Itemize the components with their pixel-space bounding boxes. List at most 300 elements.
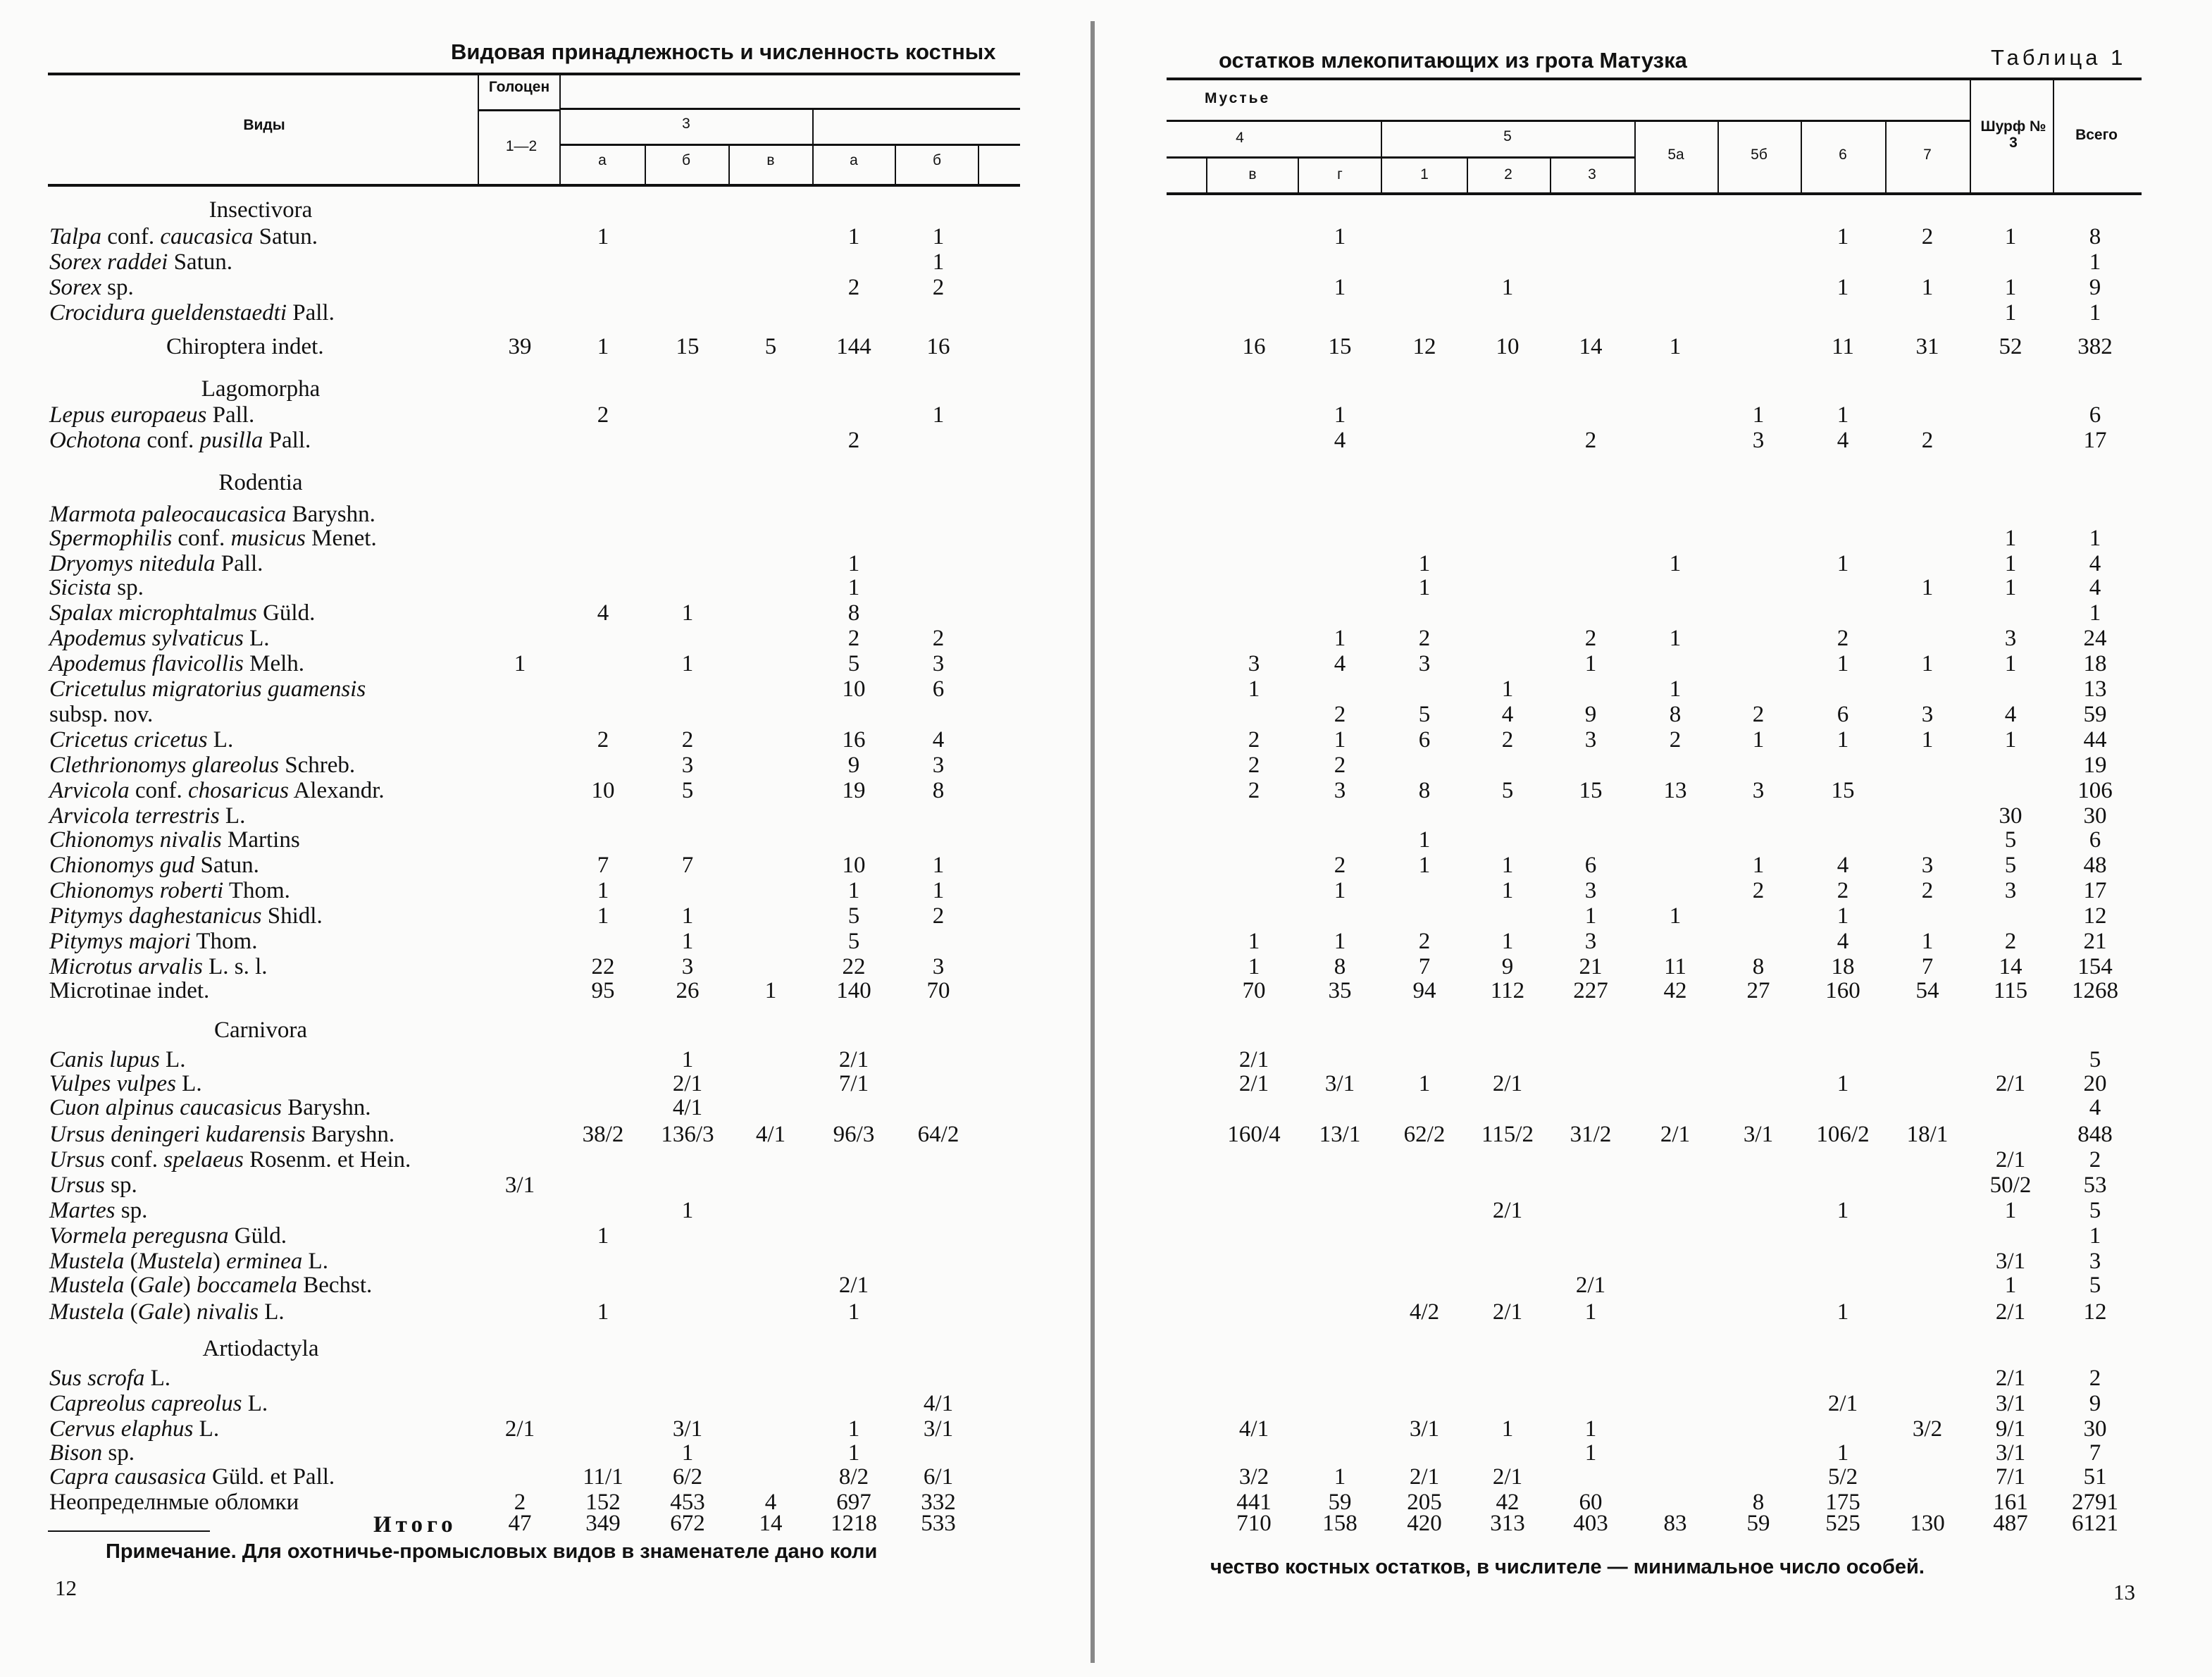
count-cell: 7 <box>1921 954 1934 979</box>
count-cell: 60 <box>1579 1490 1603 1515</box>
count-cell: 1 <box>1584 1440 1597 1466</box>
count-cell: 3/1 <box>1995 1440 2026 1466</box>
count-cell: 2 <box>1334 702 1346 727</box>
species-name <box>49 703 153 726</box>
species-name <box>49 429 311 452</box>
layer3-header: 3 <box>682 116 690 132</box>
count-cell: 2/1 <box>1827 1391 1858 1416</box>
count-cell: 1 <box>597 1223 609 1249</box>
count-cell: 349 <box>585 1511 621 1536</box>
latin-name-part: boccamela <box>196 1273 297 1298</box>
taxon-group-heading: Carnivora <box>214 1017 307 1043</box>
author-part: conf. <box>129 778 189 803</box>
count-cell: 2 <box>2089 1147 2101 1172</box>
header-divider <box>1467 156 1468 194</box>
species-label: subsp. nov. <box>49 702 154 727</box>
latin-name-part: nivalis <box>196 1299 259 1325</box>
count-cell: 3 <box>1921 702 1934 727</box>
count-cell: 9 <box>1584 702 1597 727</box>
author-part: conf. <box>172 526 231 551</box>
count-cell: 22 <box>591 954 615 979</box>
count-cell: 94 <box>1412 978 1436 1003</box>
latin-name-part: Capra causasica <box>49 1464 206 1490</box>
latin-name-part: Spalax microphtalmus <box>49 600 257 626</box>
count-cell: 533 <box>921 1511 956 1536</box>
count-cell: 5 <box>2004 827 2017 853</box>
count-cell: 2 <box>847 275 860 300</box>
count-cell: 1 <box>2004 575 2017 600</box>
mousterian-header: Мустье <box>1205 90 1271 106</box>
species-name <box>49 251 232 274</box>
count-cell: 1 <box>1837 1440 1849 1466</box>
count-cell: 7/1 <box>1995 1464 2026 1490</box>
count-cell: 4 <box>2089 551 2101 576</box>
count-cell: 9/1 <box>1995 1416 2026 1442</box>
header-divider <box>1550 156 1551 194</box>
latin-name-part: Lepus europaeus <box>49 402 207 428</box>
count-cell: 2/1 <box>838 1047 869 1072</box>
count-cell: 1 <box>1418 575 1431 600</box>
count-cell: 115 <box>1993 978 2028 1003</box>
author-part: L. <box>302 1249 328 1274</box>
count-cell: 6 <box>2089 827 2101 853</box>
species-name <box>49 652 304 676</box>
count-cell: 4/1 <box>923 1391 954 1416</box>
count-cell: 4 <box>1837 929 1849 954</box>
layer4-header: 4 <box>1236 130 1244 146</box>
header-rule <box>559 108 1020 110</box>
species-name <box>49 955 268 979</box>
count-cell: 70 <box>1242 978 1266 1003</box>
pit-header: Шурф № 3 <box>1980 118 2046 151</box>
count-cell: 152 <box>585 1490 621 1515</box>
count-cell: 2 <box>932 626 945 651</box>
author-part: L. <box>219 803 246 829</box>
count-cell: 4 <box>2004 702 2017 727</box>
count-cell: 1 <box>1334 878 1346 903</box>
author-part: Pall. <box>206 402 255 428</box>
count-cell: 1 <box>847 1416 860 1442</box>
count-cell: 22 <box>842 954 866 979</box>
count-cell: 1 <box>1837 275 1849 300</box>
latin-name-part: Dryomys nitedula <box>49 551 216 576</box>
sub-g-header: г <box>1337 166 1343 182</box>
header-rule <box>559 144 1020 146</box>
count-cell: 12 <box>1412 334 1436 359</box>
count-cell: 17 <box>2083 428 2107 453</box>
count-cell: 175 <box>1825 1490 1860 1515</box>
count-cell: 8 <box>1669 702 1682 727</box>
count-cell: 3/1 <box>1743 1122 1774 1147</box>
latin-name-part: Ochotona <box>49 428 142 453</box>
count-cell: 11/1 <box>583 1464 623 1490</box>
header-divider <box>1801 120 1802 194</box>
latin-name-part: Cuon alpinus caucasicus <box>49 1095 282 1120</box>
count-cell: 1 <box>1584 1416 1597 1442</box>
latin-name-part: Mustela <box>49 1273 125 1298</box>
species-name <box>166 335 324 359</box>
header-divider <box>478 73 479 185</box>
count-cell: 1 <box>932 878 945 903</box>
latin-name-part: Spermophilis <box>49 526 173 551</box>
count-cell: 14 <box>759 1511 783 1536</box>
count-cell: 2 <box>1334 753 1346 778</box>
count-cell: 3/1 <box>672 1416 703 1442</box>
count-cell: 2 <box>1921 878 1934 903</box>
count-cell: 2/1 <box>1238 1071 1269 1096</box>
count-cell: 1 <box>847 575 860 600</box>
count-cell: 1 <box>1584 903 1597 929</box>
count-cell: 18 <box>1831 954 1855 979</box>
latin-name-part: Vulpes vulpes <box>49 1071 176 1096</box>
latin-name-part: Sicista <box>49 575 111 600</box>
latin-name-part: Apodemus sylvaticus <box>49 626 244 651</box>
count-cell: 38/2 <box>582 1122 624 1147</box>
count-cell: 3 <box>2089 1249 2101 1274</box>
count-cell: 4/1 <box>1238 1416 1269 1442</box>
book-spine <box>1091 21 1095 1663</box>
count-cell: 136/3 <box>661 1122 714 1147</box>
count-cell: 1 <box>1837 903 1849 929</box>
count-cell: 3/1 <box>1409 1416 1440 1442</box>
count-cell: 1 <box>1501 676 1514 702</box>
count-cell: 672 <box>670 1511 705 1536</box>
count-cell: 31 <box>1915 334 1939 359</box>
page-number: 12 <box>55 1576 77 1600</box>
author-part: conf. <box>104 1147 164 1172</box>
species-name <box>49 1301 285 1324</box>
count-cell: 6 <box>2089 402 2101 428</box>
count-cell: 2 <box>1921 224 1934 249</box>
sub-b2-header: б <box>932 152 942 168</box>
header-rule <box>478 109 559 111</box>
author-part: Satun. <box>168 249 232 275</box>
latin-name-part: Ursus deningeri kudarensis <box>49 1122 306 1147</box>
author-part: conf. <box>141 428 200 453</box>
author-part: Thom. <box>223 878 290 903</box>
count-cell: 1 <box>1837 551 1849 576</box>
species-name <box>49 576 144 600</box>
latin-name-part: Mustela <box>49 1299 125 1325</box>
count-cell: 1218 <box>831 1511 877 1536</box>
count-cell: 4 <box>764 1490 777 1515</box>
count-cell: 1 <box>1248 676 1260 702</box>
count-cell: 8 <box>1752 954 1765 979</box>
count-cell: 7 <box>2089 1440 2101 1466</box>
count-cell: 2/1 <box>1660 1122 1691 1147</box>
count-cell: 10 <box>591 778 615 803</box>
count-cell: 1 <box>1501 929 1514 954</box>
count-cell: 7/1 <box>838 1071 869 1096</box>
count-cell: 1 <box>932 853 945 878</box>
count-cell: 161 <box>1993 1490 2028 1515</box>
count-cell: 1 <box>2004 1273 2017 1298</box>
species-name <box>49 503 375 526</box>
species-name <box>49 1442 135 1465</box>
author-part: ) <box>212 1249 227 1274</box>
count-cell: 14 <box>1579 334 1603 359</box>
species-name <box>49 552 263 576</box>
latin-name-part: Apodemus flavicollis <box>49 651 244 676</box>
count-cell: 3/1 <box>1995 1249 2026 1274</box>
count-cell: 1268 <box>2072 978 2118 1003</box>
count-cell: 1 <box>2089 1223 2101 1249</box>
layer5a-header: 5а <box>1667 147 1684 163</box>
count-cell: 3 <box>932 954 945 979</box>
count-cell: 2/1 <box>1409 1464 1440 1490</box>
count-cell: 1 <box>1921 651 1934 676</box>
count-cell: 44 <box>2083 727 2107 753</box>
count-cell: 1 <box>2089 300 2101 326</box>
count-cell: 1 <box>2004 275 2017 300</box>
count-cell: 1 <box>2089 249 2101 275</box>
species-name <box>49 1466 335 1489</box>
count-cell: 11 <box>1832 334 1854 359</box>
count-cell: 11 <box>1664 954 1686 979</box>
count-cell: 9 <box>847 753 860 778</box>
count-cell: 2 <box>847 626 860 651</box>
total-header: Всего <box>2075 127 2118 143</box>
count-cell: 1 <box>2004 551 2017 576</box>
layer7-header: 7 <box>1923 147 1932 163</box>
count-cell: 5 <box>681 778 694 803</box>
header-divider <box>1885 120 1887 194</box>
holocene-layers-header: 1—2 <box>505 138 538 154</box>
latin-name-part: Sorex <box>49 275 101 300</box>
count-cell: 3 <box>1921 853 1934 878</box>
count-cell: 6 <box>1418 727 1431 753</box>
latin-name-part: Marmota paleocaucasica <box>49 502 287 527</box>
count-cell: 47 <box>508 1511 532 1536</box>
latin-name-part: Sorex raddei <box>49 249 168 275</box>
count-cell: 332 <box>921 1490 956 1515</box>
count-cell: 1 <box>847 1299 860 1325</box>
count-cell: 2 <box>681 727 694 753</box>
count-cell: 1 <box>1669 903 1682 929</box>
species-name <box>49 678 366 701</box>
count-cell: 8 <box>847 600 860 626</box>
header-bottom-rule <box>48 184 1020 187</box>
count-cell: 1 <box>681 651 694 676</box>
count-cell: 1 <box>2004 526 2017 551</box>
count-cell: 2/1 <box>1238 1047 1269 1072</box>
count-cell: 3 <box>2004 626 2017 651</box>
species-name <box>49 1149 411 1172</box>
count-cell: 1 <box>597 878 609 903</box>
count-cell: 53 <box>2083 1172 2107 1198</box>
count-cell: 487 <box>1993 1511 2028 1536</box>
count-cell: 1 <box>1837 651 1849 676</box>
count-cell: 144 <box>836 334 871 359</box>
count-cell: 106 <box>2077 778 2113 803</box>
table-note-continued: чество костных остатков, в числителе — минимальное число особей. <box>1210 1556 1925 1578</box>
author-part: ) <box>182 1299 197 1325</box>
count-cell: 2/1 <box>838 1273 869 1298</box>
sub-1-header: 1 <box>1420 166 1429 182</box>
species-name <box>49 754 355 777</box>
species-name <box>49 1225 287 1248</box>
latin-name-part: Microtus arvalis <box>49 954 203 979</box>
count-cell: 453 <box>670 1490 705 1515</box>
author-part: sp. <box>115 1198 148 1223</box>
count-cell: 7 <box>597 853 609 878</box>
latin-name-part: Chionomys roberti <box>49 878 224 903</box>
count-cell: 1 <box>1921 727 1934 753</box>
count-cell: 3 <box>681 753 694 778</box>
table-label: Таблица 1 <box>1991 45 2127 70</box>
species-name <box>49 1072 202 1096</box>
count-cell: 3 <box>932 753 945 778</box>
author-part: L. s. l. <box>202 954 268 979</box>
count-cell: 3/1 <box>1995 1391 2026 1416</box>
count-cell: 2 <box>1501 727 1514 753</box>
count-cell: 1 <box>1334 1464 1346 1490</box>
left-page <box>0 0 1085 1677</box>
species-name <box>49 225 318 249</box>
author-part: ) <box>182 1273 197 1298</box>
count-cell: 12 <box>2083 1299 2107 1325</box>
count-cell: 54 <box>1915 978 1939 1003</box>
author-part: sp. <box>101 275 134 300</box>
author-part: Bechst. <box>297 1273 373 1298</box>
count-cell: 2 <box>1837 626 1849 651</box>
count-cell: 5 <box>2089 1273 2101 1298</box>
species-name <box>49 1491 299 1514</box>
count-cell: 2 <box>847 428 860 453</box>
header-rule <box>1167 156 1636 159</box>
count-cell: 19 <box>2083 753 2107 778</box>
sub-3-header: 3 <box>1588 166 1596 182</box>
count-cell: 31/2 <box>1570 1122 1612 1147</box>
count-cell: 1 <box>1418 853 1431 878</box>
species-name <box>49 1250 328 1273</box>
count-cell: 3 <box>1334 778 1346 803</box>
count-cell: 2/1 <box>1492 1299 1523 1325</box>
count-cell: 2 <box>2089 1366 2101 1391</box>
count-cell: 16 <box>926 334 950 359</box>
count-cell: 1 <box>1248 929 1260 954</box>
species-name <box>49 1048 185 1072</box>
author-part: Baryshn. <box>305 1122 395 1147</box>
author-part: Satun. <box>253 224 318 249</box>
layer5b-header: 5б <box>1751 147 1767 163</box>
count-cell: 1 <box>597 903 609 929</box>
count-cell: 3/1 <box>923 1416 954 1442</box>
layer6-header: 6 <box>1839 147 1847 163</box>
count-cell: 1 <box>2089 600 2101 626</box>
count-cell: 2/1 <box>504 1416 535 1442</box>
author-part: Menet. <box>305 526 377 551</box>
latin-name-part: Arvicola terrestris <box>49 803 220 829</box>
count-cell: 158 <box>1322 1511 1357 1536</box>
count-cell: 1 <box>1334 402 1346 428</box>
author-part: L. <box>242 1391 268 1416</box>
count-cell: 8 <box>932 778 945 803</box>
count-cell: 140 <box>836 978 871 1003</box>
count-cell: 2/1 <box>1995 1147 2026 1172</box>
count-cell: 8/2 <box>838 1464 869 1490</box>
count-cell: 4 <box>1837 853 1849 878</box>
total-label: Итого <box>373 1512 457 1537</box>
species-name <box>49 602 315 625</box>
count-cell: 4 <box>2089 1095 2101 1120</box>
author-part: Satun. <box>194 853 259 878</box>
count-cell: 313 <box>1490 1511 1525 1536</box>
author-part: sp. <box>104 1172 137 1198</box>
count-cell: 5 <box>1501 778 1514 803</box>
count-cell: 160 <box>1825 978 1860 1003</box>
count-cell: 9 <box>2089 1391 2101 1416</box>
count-cell: 2 <box>597 727 609 753</box>
count-cell: 2/1 <box>1492 1071 1523 1096</box>
count-cell: 19 <box>842 778 866 803</box>
count-cell: 1 <box>1921 275 1934 300</box>
count-cell: 1 <box>1248 954 1260 979</box>
author-part: Melh. <box>243 651 305 676</box>
latin-name-part: Talpa <box>49 224 101 249</box>
latin-name-part: Clethrionomys glareolus <box>49 753 280 778</box>
count-cell: 8 <box>2089 224 2101 249</box>
count-cell: 9 <box>2089 275 2101 300</box>
count-cell: 5 <box>847 929 860 954</box>
total-rule <box>48 1530 210 1532</box>
sub-a2-header: а <box>850 152 858 168</box>
latin-name-part: Mustela <box>137 1249 213 1274</box>
count-cell: 13 <box>1663 778 1687 803</box>
author-part: L. <box>207 727 234 753</box>
count-cell: 2 <box>932 275 945 300</box>
count-cell: 2/1 <box>1995 1071 2026 1096</box>
count-cell: 1 <box>597 224 609 249</box>
count-cell: 35 <box>1328 978 1352 1003</box>
count-cell: 420 <box>1407 1511 1442 1536</box>
table-top-rule <box>48 73 1020 75</box>
count-cell: 1 <box>1584 1299 1597 1325</box>
count-cell: 2 <box>1248 753 1260 778</box>
count-cell: 1 <box>847 878 860 903</box>
count-cell: 24 <box>2083 626 2107 651</box>
species-label: Неопределнмые обломки <box>49 1490 299 1515</box>
count-cell: 15 <box>1328 334 1352 359</box>
latin-name-part: Ursus <box>49 1172 105 1198</box>
count-cell: 14 <box>1999 954 2023 979</box>
count-cell: 1 <box>932 249 945 275</box>
author-part: Pall. <box>263 428 311 453</box>
author-part: Güld. et Pall. <box>206 1464 335 1490</box>
count-cell: 2 <box>1837 878 1849 903</box>
count-cell: 62/2 <box>1403 1122 1446 1147</box>
count-cell: 20 <box>2083 1071 2107 1096</box>
author-part: L. <box>243 626 270 651</box>
count-cell: 1 <box>1669 551 1682 576</box>
author-part: sp. <box>111 575 144 600</box>
count-cell: 2 <box>932 903 945 929</box>
count-cell: 525 <box>1825 1511 1860 1536</box>
count-cell: 5 <box>2089 1047 2101 1072</box>
count-cell: 1 <box>1334 727 1346 753</box>
species-name <box>49 302 335 325</box>
count-cell: 6/1 <box>923 1464 954 1490</box>
count-cell: 16 <box>842 727 866 753</box>
latin-name-part: Ursus <box>49 1147 105 1172</box>
count-cell: 1 <box>1334 224 1346 249</box>
species-name <box>49 829 300 852</box>
author-part: Thom. <box>190 929 258 954</box>
author-part: L. <box>258 1299 285 1325</box>
count-cell: 1 <box>1584 651 1597 676</box>
count-cell: 106/2 <box>1816 1122 1870 1147</box>
count-cell: 2 <box>1921 428 1934 453</box>
